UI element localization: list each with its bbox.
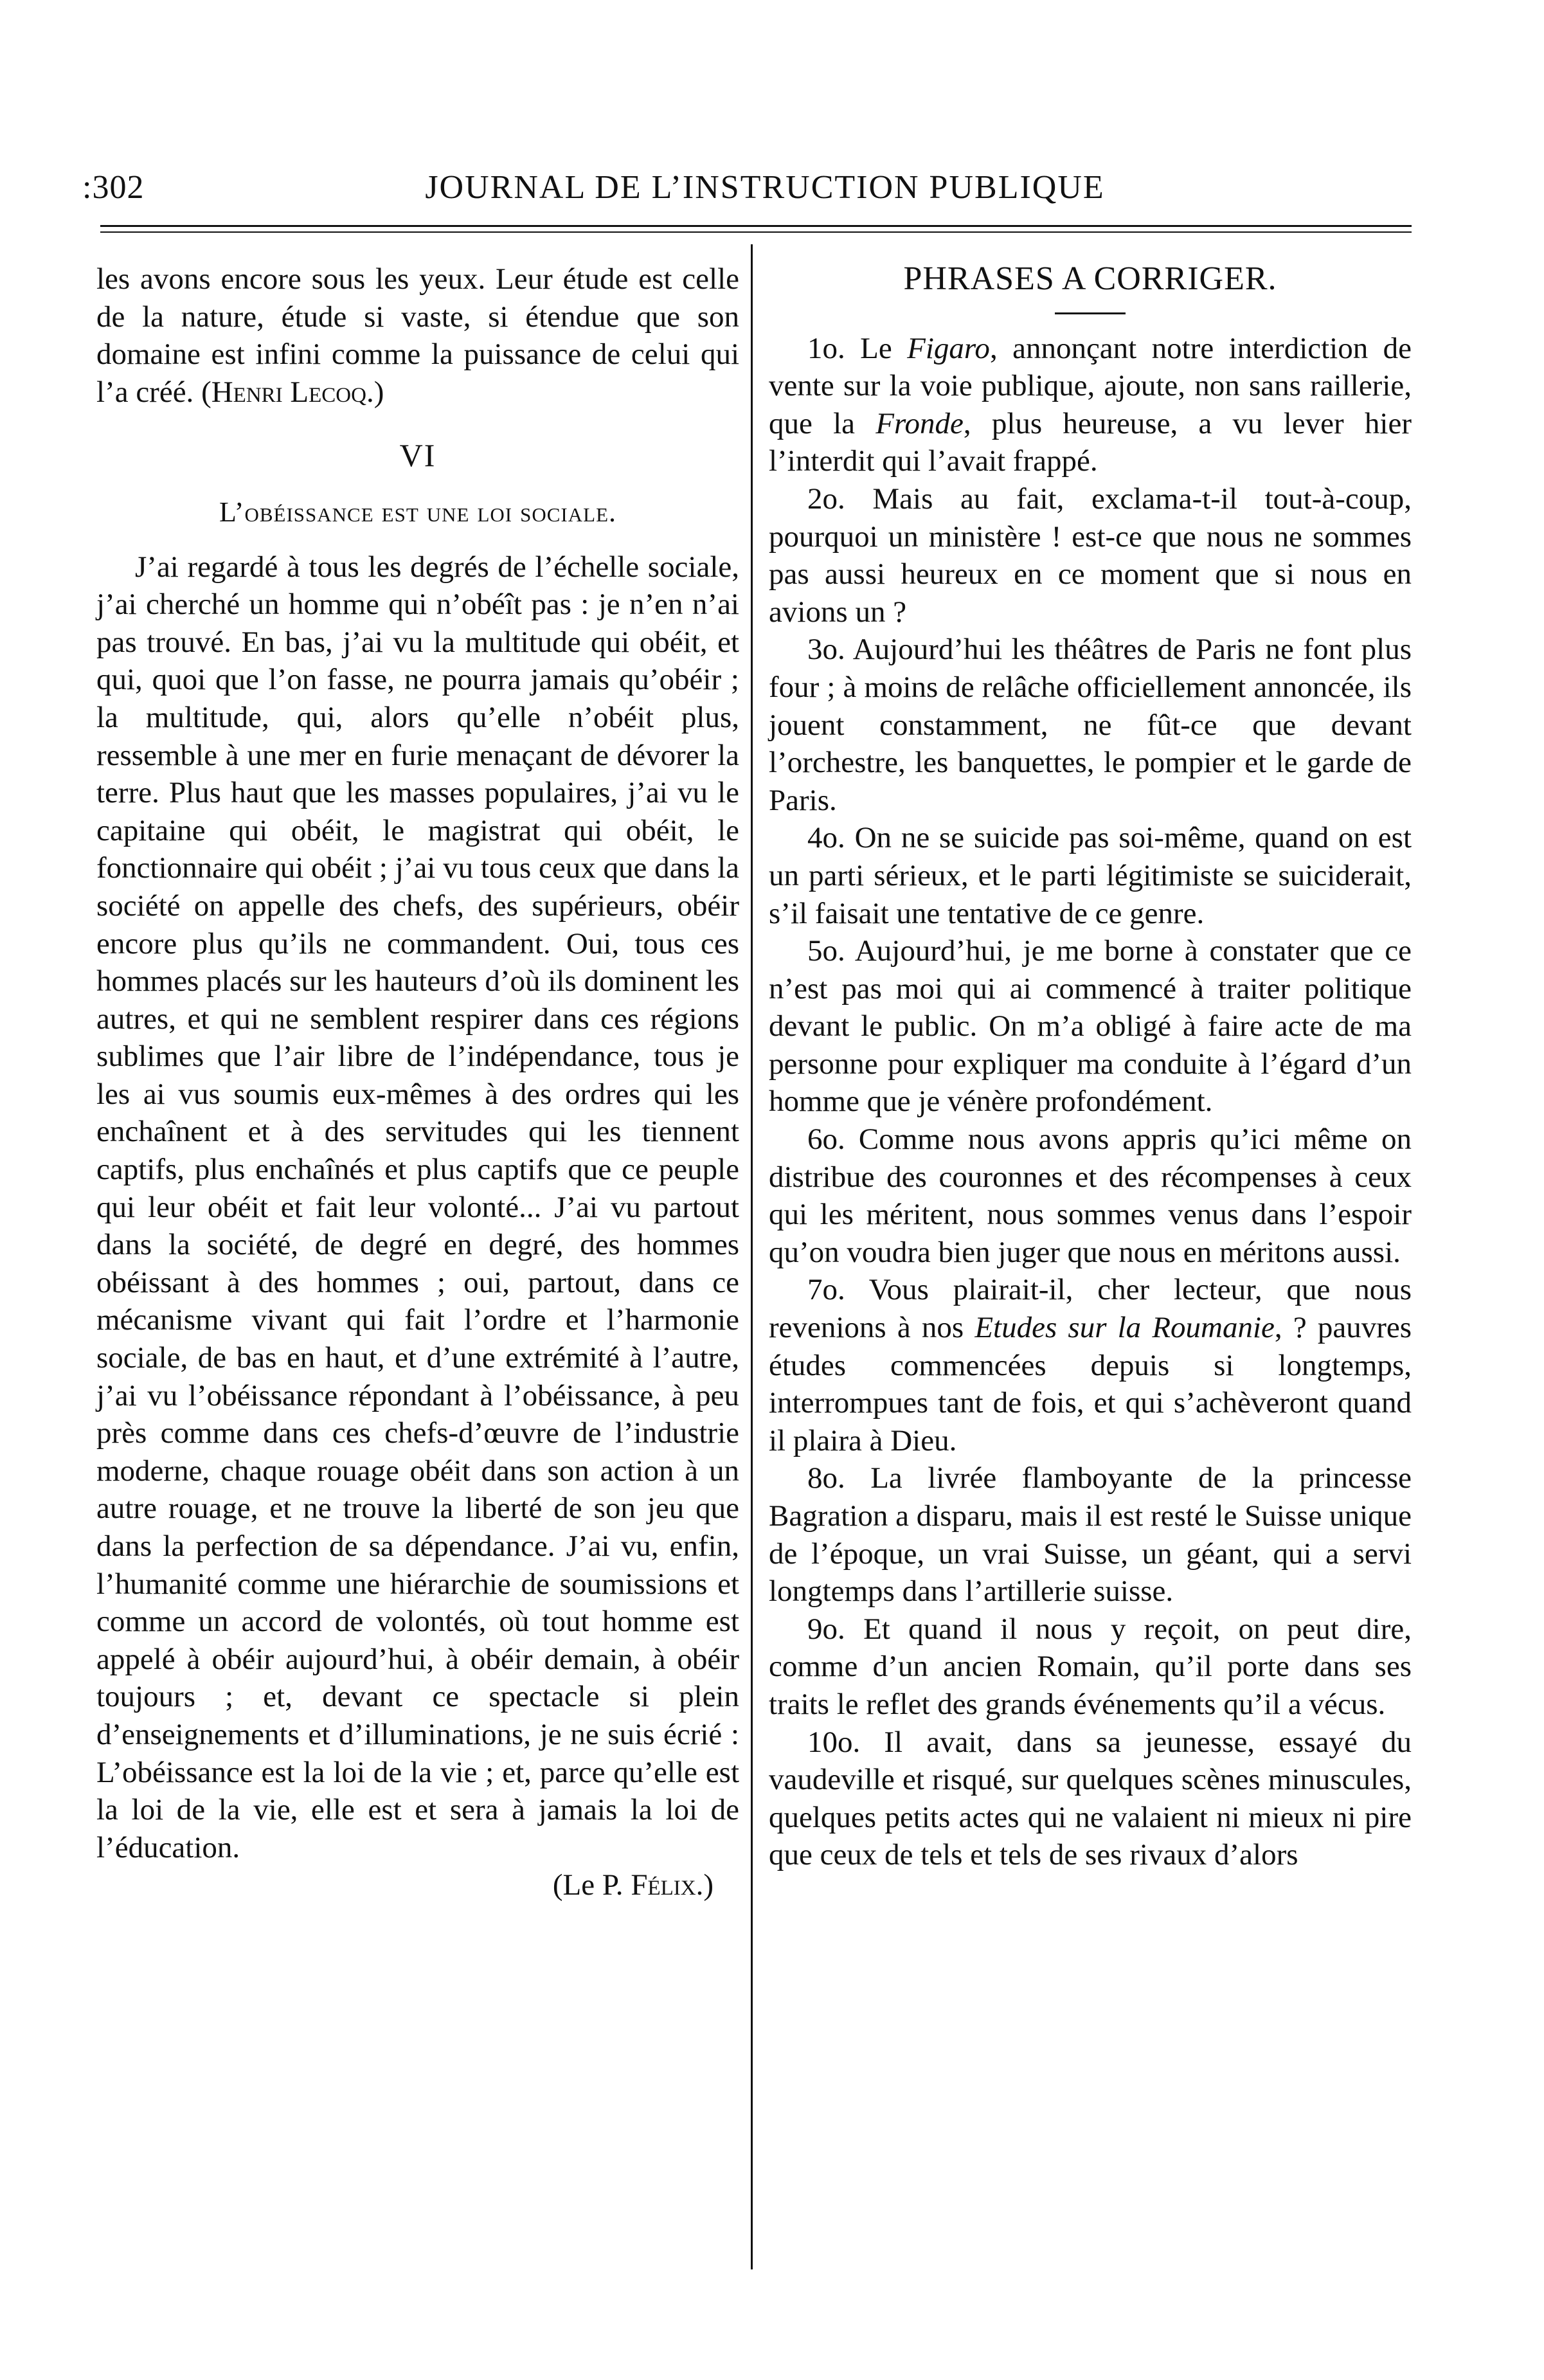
list-item: 8o. La livrée flamboyante de la princesse Bagration a disparu, mais il est resté le Suisse unique de l’époque, un vrai Suisse, un géant, qui a servi longtemps dans l’artillerie suisse. xyxy=(769,1461,1412,1609)
title-rule xyxy=(1055,312,1126,314)
list-item: 2o. Mais au fait, exclama-t-il tout-à-coup, pourquoi un ministère ! est-ce que nous ne sommes pas aussi heureux en ce moment que si nous en avions un ? xyxy=(769,482,1412,629)
item-number: 10o. xyxy=(807,1725,884,1759)
intro-author: (Henri Lecoq.) xyxy=(201,375,384,409)
section-number: VI xyxy=(399,437,436,474)
item-number: 1o. xyxy=(807,331,861,365)
section-heading: L’obéissance est une loi sociale. xyxy=(219,496,617,528)
item-number: 4o. xyxy=(807,821,855,855)
item-number: 8o. xyxy=(807,1461,871,1495)
item-number: 9o. xyxy=(807,1612,864,1646)
left-column xyxy=(96,260,739,1904)
item-number: 3o. xyxy=(807,633,853,667)
signature: (Le P. Félix.) xyxy=(552,1868,714,1902)
section-title: PHRASES A CORRIGER. xyxy=(903,260,1277,297)
list-item: 1o. Le Figaro, annonçant notre interdiction de vente sur la voie publique, ajoute, non sans raillerie, que la Fronde, plus heureuse, a vu lever hier l’interdit qui l’avait frappé. xyxy=(769,331,1412,478)
header-double-rule xyxy=(100,225,1412,233)
page-number: :302 xyxy=(82,169,145,206)
signature-name: Félix xyxy=(631,1868,696,1902)
right-column xyxy=(769,260,1412,1874)
list-item: 3o. Aujourd’hui les théâtres de Paris ne font plus four ; à moins de relâche officiellement annoncée, ils jouent constamment, ne fût-ce que devant l’orchestre, les banquettes, le pompier et le garde de Paris. xyxy=(769,633,1412,817)
item-number: 6o. xyxy=(807,1122,859,1157)
italic-title: Figaro xyxy=(907,331,990,365)
intro-paragraph xyxy=(96,260,739,411)
body-paragraph: J’ai regardé à tous les degrés de l’échelle sociale, j’ai cherché un homme qui n’obéît pas : je n’en n’ai pas trouvé. En bas, j’ai vu la multitude qui obéit, et qui, quoi que l’on fasse, ne pourra jamais qu’obéir ; la multitude, qui, alors qu’elle n’obéit plus, ressemble à une mer en furie menaçant de dévorer la terre. Plus haut que les masses populaires, j’ai vu le capitaine qui obéit, le magistrat qui obéit, le fonctionnaire qui obéit ; j’ai vu tous ceux que dans la société on appelle des chefs, des supérieurs, obéir encore plus qu’ils ne commandent. Oui, tous ces hommes placés sur les hauteurs d’où ils dominent les autres, et qui ne semblent respirer dans ces régions sublimes que l’air libre de l’indépendance, tous je les ai vus soumis eux-mêmes à des ordres qui les enchaînent et à des servitudes qui les tiennent captifs, plus enchaînés et plus captifs que ce peuple qui leur obéit et fait leur volonté... J’ai vu partout dans la société, de degré en degré, des hommes obéissant à des hommes ; oui, partout, dans ce mécanisme vivant qui fait l’ordre et l’harmonie sociale, de bas en haut, et d’une extrémité à l’autre, j’ai vu l’obéissance répondant à l’obéissance, à peu près comme dans ces chefs-d’œuvre de l’industrie moderne, chaque rouage obéit dans son action à un autre rouage, et ne trouve la liberté de son jeu que dans la perfection de sa dépendance. J’ai vu, enfin, l’humanité comme une hiérarchie de soumissions et comme un accord de volontés, où tout homme est appelé à obéir aujourd’hui, à obéir demain, à obéir toujours ; et, devant ce spectacle si plein d’enseignements et d’illuminations, je ne suis écrié : L’obéissance est la loi de la vie ; et, parce qu’elle est la loi de la vie, elle est et sera à jamais la loi de l’éducation. xyxy=(96,550,739,1864)
list-item: 6o. Comme nous avons appris qu’ici même on distribue des couronnes et des récompenses à ceux qui les méritent, nous sommes venus dans l’espoir qu’on voudra bien juger que nous en méritons aussi. xyxy=(769,1122,1412,1269)
running-title: JOURNAL DE L’INSTRUCTION PUBLIQUE xyxy=(425,169,1105,206)
intro-author-name: Henri Lecoq xyxy=(211,375,366,409)
column-divider xyxy=(751,244,753,2269)
item-number: 5o. xyxy=(807,934,855,968)
item-number: 7o. xyxy=(807,1273,869,1307)
list-item: 5o. Aujourd’hui, je me borne à constater que ce n’est pas moi qui ai commencé à traiter politique devant le public. On m’a obligé à faire acte de ma personne pour expliquer ma conduite à l’égard d’un homme que je vénère profondément. xyxy=(769,934,1412,1119)
italic-title: Etudes sur la Roumanie xyxy=(974,1311,1275,1345)
item-number: 2o. xyxy=(807,482,873,516)
italic-title: Fronde xyxy=(875,406,964,440)
intro-paragraph-text: les avons encore sous les yeux. Leur étude est celle de la nature, étude si vaste, si étendue que son domaine est infini comme la puissance de celui qui l’a créé. xyxy=(96,262,739,409)
list-item: 7o. Vous plairait-il, cher lecteur, que nous revenions à nos Etudes sur la Roumanie, ? pauvres études commencées depuis si longtemps, interrompues tant de fois, et qui s’achèveront quand il plaira à Dieu. xyxy=(769,1273,1412,1457)
list-item: 4o. On ne se suicide pas soi-même, quand on est un parti sérieux, et le parti légitimiste se suiciderait, s’il faisait une tentative de ce genre. xyxy=(769,821,1412,930)
list-item: 10o. Il avait, dans sa jeunesse, essayé du vaudeville et risqué, sur quelques scènes minuscules, quelques petits actes qui ne valaient ni mieux ni pire que ceux de tels et tels de ses rivaux d’alors xyxy=(769,1725,1412,1872)
list-item: 9o. Et quand il nous y reçoit, on peut dire, comme d’un ancien Romain, qu’il porte dans ses traits le reflet des grands événements qu’il a vécus. xyxy=(769,1612,1412,1721)
